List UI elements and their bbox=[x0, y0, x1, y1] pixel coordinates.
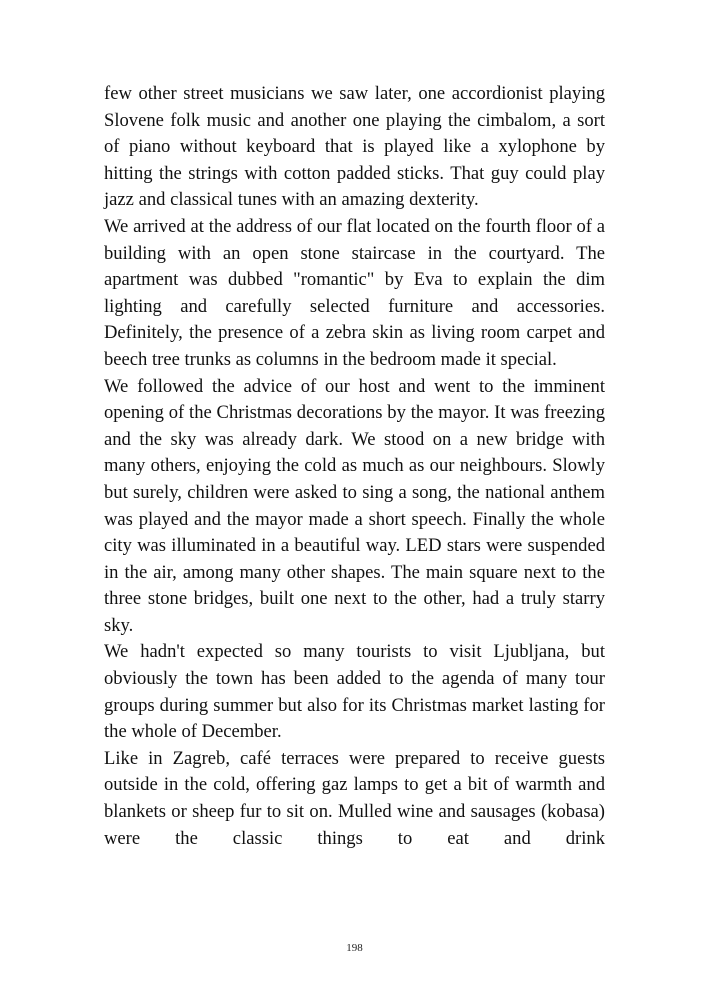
paragraph-street-musicians: few other street musicians we saw later, one accordionist playing Slovene folk music and another one playing the cimbalom, a sort of piano without keyboard that is played like a xylophone by hitting the strings with cotton padded sticks. That guy could play jazz and classical tunes with an amazing dexterity. bbox=[104, 83, 605, 211]
page-number: 198 bbox=[346, 942, 363, 954]
paragraph-christmas-decorations: We followed the advice of our host and went to the imminent opening of the Christmas decorations by the mayor. It was freezing and the sky was already dark. We stood on a new bridge with many others, enjoying the cold as much as our neighbours. Slowly but surely, children were asked to sing a song, the national anthem was played and the mayor made a short speech. Finally the whole city was illuminated in a beautiful way. LED stars were suspended in the air, among many other shapes. The main square next to the three stone bridges, built one next to the other, had a truly starry sky. bbox=[104, 375, 605, 636]
paragraph-flat-arrival: We arrived at the address of our flat located on the fourth floor of a building with an open stone staircase in the courtyard. The apartment was dubbed "romantic" by Eva to explain the dim lighting and carefully selected furniture and accessories. Definitely, the presence of a zebra skin as living room carpet and beech tree trunks as columns in the bedroom made it special. bbox=[104, 215, 605, 370]
paragraph-tourists: We hadn't expected so many tourists to visit Ljubljana, but obviously the town has been added to the agenda of many tour groups during summer but also for its Christmas market lasting for the whole of December. bbox=[104, 641, 605, 743]
body-text bbox=[104, 81, 605, 852]
paragraph-cafe-terraces: Like in Zagreb, café terraces were prepared to receive guests outside in the cold, offering gaz lamps to get a bit of warmth and blankets or sheep fur to sit on. Mulled wine and sausages (kobasa) were the classic things to eat and drink bbox=[104, 747, 605, 849]
